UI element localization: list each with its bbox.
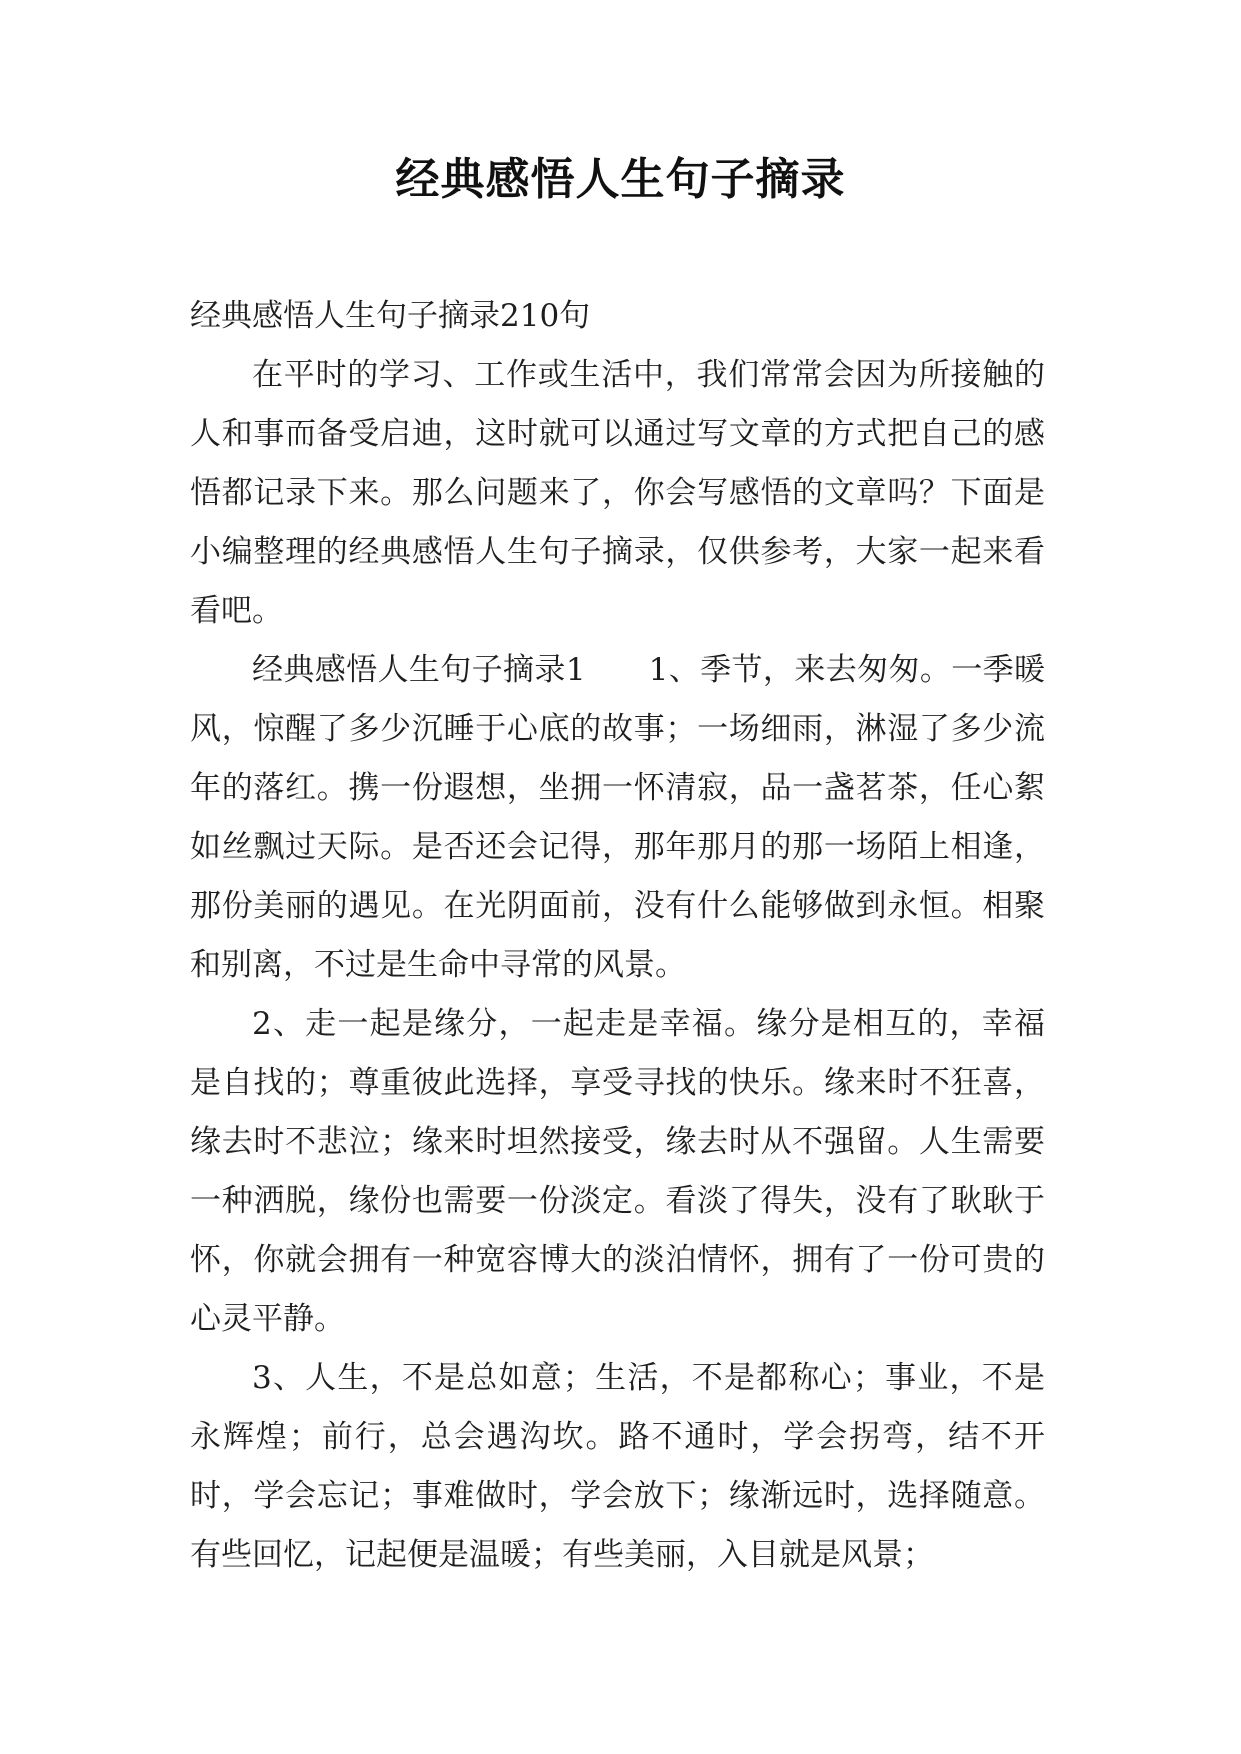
document-body — [190, 287, 1045, 1585]
intro-paragraph: 在平时的学习、工作或生活中，我们常常会因为所接触的人和事而备受启迪，这时就可以通过写文章的方式把自己的感悟都记录下来。那么问题来了，你会写感悟的文章吗？下面是小编整理的经典感悟人生句子摘录，仅供参考，大家一起来看看吧。 — [190, 357, 1045, 629]
document-subtitle: 经典感悟人生句子摘录210句 — [190, 298, 591, 334]
paragraph-2: 2、走一起是缘分，一起走是幸福。缘分是相互的，幸福是自找的；尊重彼此选择，享受寻找的快乐。缘来时不狂喜，缘去时不悲泣；缘来时坦然接受，缘去时从不强留。人生需要一种洒脱，缘份也需要一份淡定。看淡了得失，没有了耿耿于怀，你就会拥有一种宽容博大的淡泊情怀，拥有了一份可贵的心灵平静。 — [190, 1006, 1045, 1337]
document-title: 经典感悟人生句子摘录 — [395, 154, 846, 205]
paragraph-1: 经典感悟人生句子摘录1 1、季节，来去匆匆。一季暖风，惊醒了多少沉睡于心底的故事；一场细雨，淋湿了多少流年的落红。携一份遐想，坐拥一怀清寂，品一盏茗茶，任心絮如丝飘过天际。是否还会记得，那年那月的那一场陌上相逢，那份美丽的遇见。在光阴面前，没有什么能够做到永恒。相聚和别离，不过是生命中寻常的风景。 — [190, 652, 1045, 983]
paragraph-3: 3、人生，不是总如意；生活，不是都称心；事业，不是永辉煌；前行，总会遇沟坎。路不通时，学会拐弯，结不开时，学会忘记；事难做时，学会放下；缘渐远时，选择随意。有些回忆，记起便是温暖；有些美丽，入目就是风景； — [190, 1360, 1045, 1573]
